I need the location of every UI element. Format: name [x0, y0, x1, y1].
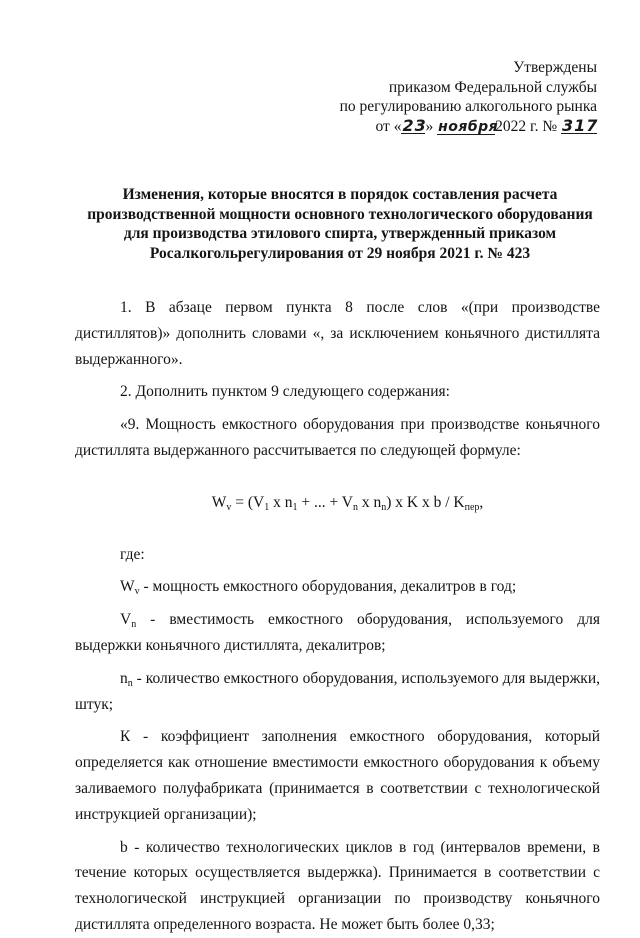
approval-line-2: приказом Федеральной службы: [388, 78, 597, 96]
title-line-2: производственной мощности основного технологического оборудования: [87, 205, 593, 223]
date-year: 2022 г. №: [495, 117, 558, 135]
formula: $W_v = (V_1$ x $n_1$ + ... + $V_n$ x $n_n$) x K x b / $K_{пер}$,: [211, 493, 484, 513]
handwritten-order-number: 317: [562, 115, 599, 135]
handwritten-month: ноября: [438, 118, 499, 135]
title-line-4: Росалкогольрегулирования от 29 ноября 2021 г. № 423: [149, 244, 531, 262]
date-mid: »: [425, 117, 434, 135]
paragraph-2: 2. Дополнить пунктом 9 следующего содержания:: [120, 383, 450, 401]
approval-line-1: Утверждены: [513, 59, 597, 76]
title-line-1: Изменения, которые вносятся в порядок составления расчета: [122, 186, 558, 203]
definition-w: $W_v$ - мощность емкостного оборудования, декалитров в год;: [120, 578, 517, 598]
paragraph-1: 1. В абзаце первом пункта 8 после слов «(при производстве дистиллятов)» дополнить словами «, за исключением коньячного дистиллята выдержанного».: [75, 299, 600, 368]
paragraph-3: «9. Мощность емкостного оборудования при производстве коньячного дистиллята выдержанного рассчитывается по следующей формуле:: [75, 416, 600, 459]
date-prefix: от «: [375, 117, 402, 135]
where-label: где:: [120, 545, 145, 563]
definition-b: b - количество технологических циклов в год (интервалов времени, в течение которых осуществляется выдержка). Принимается в соответствии с технологической инструкцией организации по производству коньячного дистиллята определенного возраста. Не может быть более 0,33;: [75, 838, 600, 933]
approval-stamp: [257, 58, 597, 136]
handwritten-day: 23: [402, 115, 427, 135]
definition-k: К - коэффициент заполнения емкостного оборудования, который определяется как отношение вместимости емкостного оборудования к объему заливаемого полуфабриката (принимается в соответствии с технологической инструкцией организации);: [75, 728, 600, 823]
document-body: [75, 295, 600, 938]
approval-line-3: по регулированию алкогольного рынка: [339, 98, 597, 115]
approval-date-line: [257, 117, 597, 137]
document-title: [80, 185, 600, 263]
definition-n: $n_n$ - количество емкостного оборудования, используемого для выдержки, штук;: [75, 669, 600, 713]
definition-v: $V_n$ - вместимость емкостного оборудования, используемого для выдержки коньячного дистиллята, декалитров;: [75, 611, 600, 654]
title-line-3: для производства этилового спирта, утвержденный приказом: [123, 225, 557, 242]
